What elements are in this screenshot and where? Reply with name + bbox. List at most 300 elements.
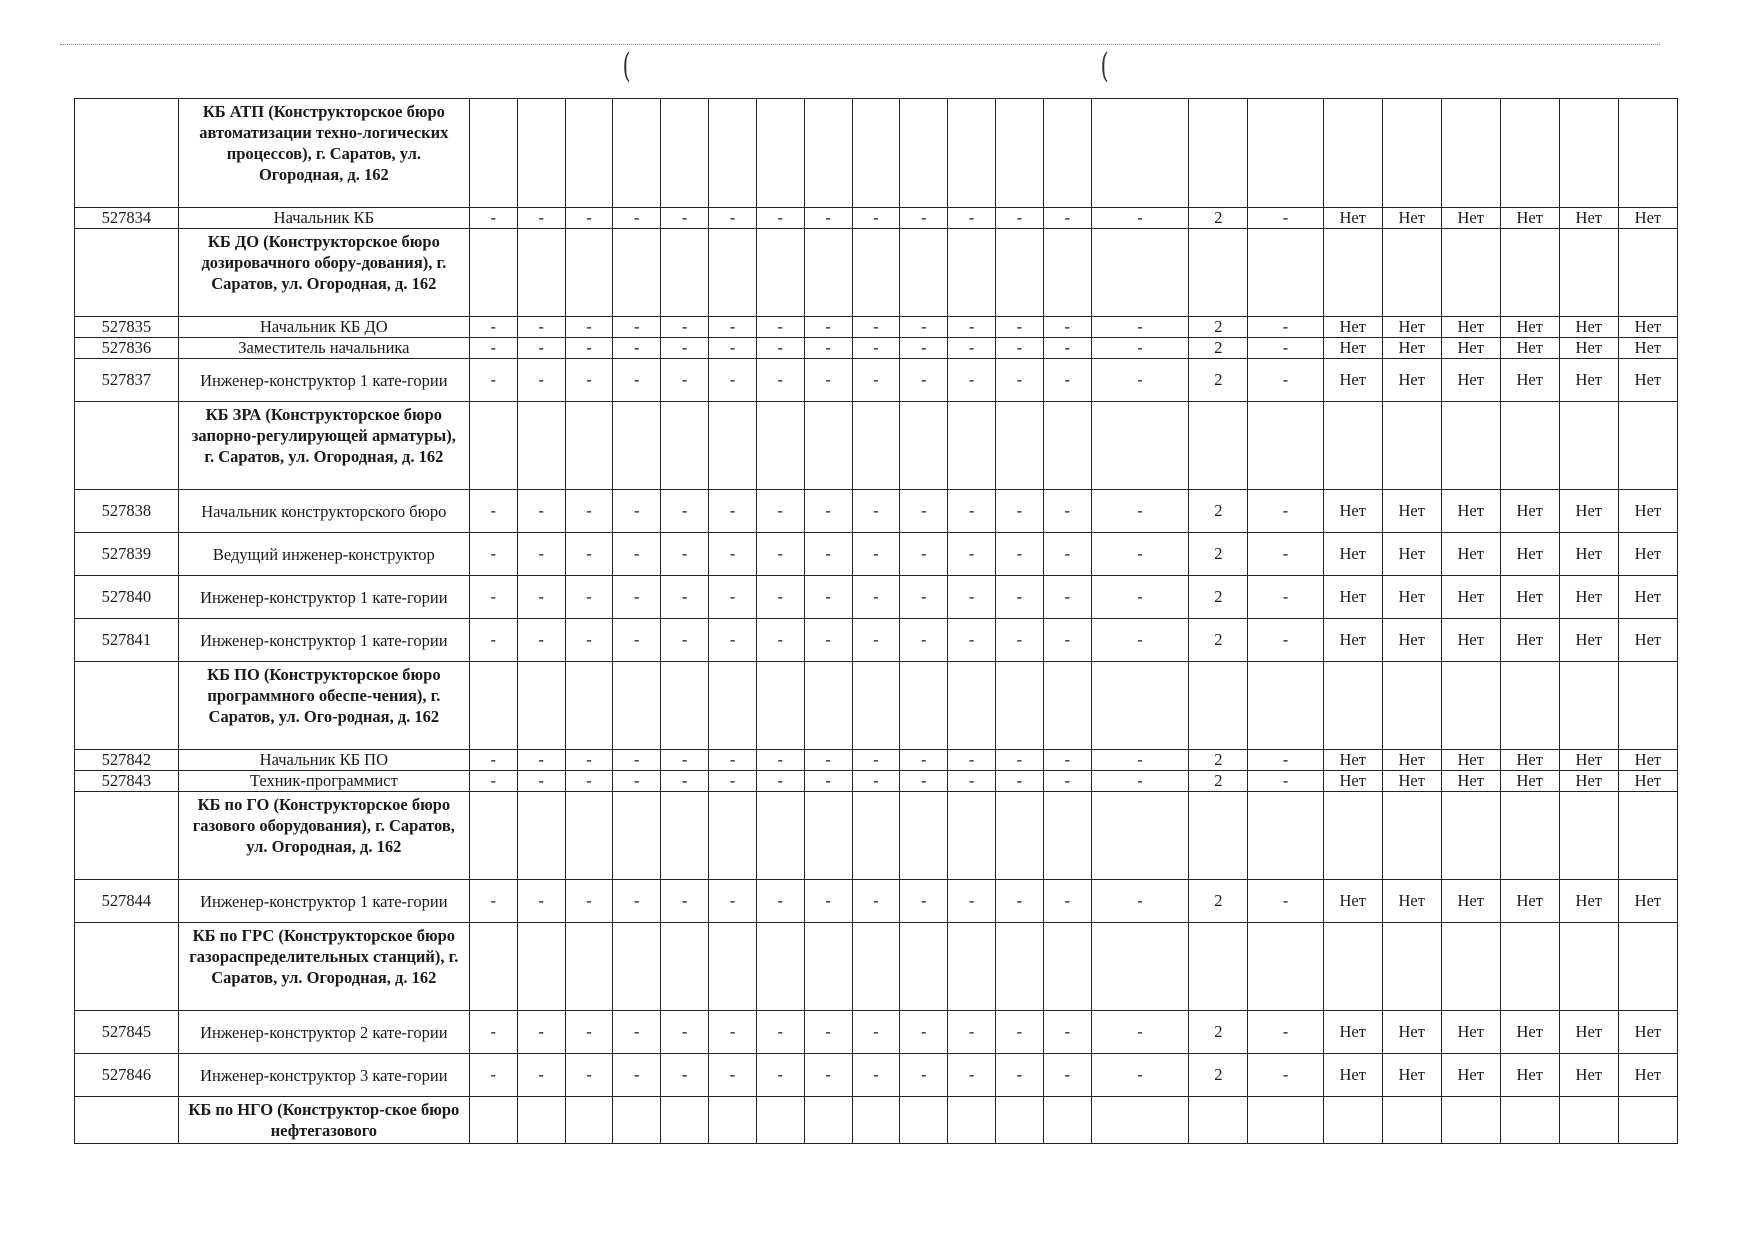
position-name: Начальник КБ [178,208,469,229]
value-cell: Нет [1500,1054,1559,1097]
value-cell: Нет [1382,750,1441,771]
value-cell: Нет [1323,750,1382,771]
empty-cell [613,1097,661,1144]
section-row [75,662,1678,750]
empty-cell [1189,229,1248,317]
empty-cell [804,792,852,880]
value-cell: Нет [1559,359,1618,402]
value-cell: - [948,880,996,923]
empty-cell [804,1097,852,1144]
empty-cell [1091,792,1189,880]
value-cell: - [756,317,804,338]
value-cell: - [709,1011,757,1054]
empty-cell [613,229,661,317]
empty-cell [1189,662,1248,750]
section-title: КБ ПО (Конструкторское бюро программного обеспе-чения), г. Саратов, ул. Ого-родная, д. 162 [178,662,469,750]
value-cell: Нет [1618,1054,1677,1097]
position-name: Начальник конструкторского бюро [178,490,469,533]
value-cell: Нет [1559,619,1618,662]
empty-cell [804,229,852,317]
value-cell: - [948,750,996,771]
value-cell: - [948,1011,996,1054]
empty-cell [1441,99,1500,208]
empty-cell [565,402,613,490]
empty-cell [1382,229,1441,317]
table-row [75,576,1678,619]
value-cell: - [900,750,948,771]
section-row [75,402,1678,490]
value-cell: - [1091,208,1189,229]
value-cell: 2 [1189,771,1248,792]
empty-cell [565,99,613,208]
table-row [75,1011,1678,1054]
value-cell: - [996,533,1044,576]
empty-cell [852,99,900,208]
value-cell: - [469,1054,517,1097]
empty-cell [756,99,804,208]
empty-cell [852,662,900,750]
workplace-code: 527842 [75,750,179,771]
value-cell: Нет [1559,1011,1618,1054]
value-cell: Нет [1500,880,1559,923]
value-cell: - [613,359,661,402]
value-cell: Нет [1323,771,1382,792]
empty-cell [709,99,757,208]
table-row [75,533,1678,576]
empty-cell [1323,923,1382,1011]
empty-cell [469,662,517,750]
value-cell: - [756,208,804,229]
value-cell: - [469,750,517,771]
empty-cell [1043,923,1091,1011]
empty-cell [1618,1097,1677,1144]
value-cell: - [565,576,613,619]
table-row [75,880,1678,923]
value-cell: - [996,359,1044,402]
value-cell: - [1091,750,1189,771]
value-cell: Нет [1559,771,1618,792]
value-cell: 2 [1189,880,1248,923]
section-row [75,792,1678,880]
value-cell: - [900,1054,948,1097]
value-cell: - [517,490,565,533]
value-cell: - [517,619,565,662]
value-cell: - [613,771,661,792]
value-cell: - [756,490,804,533]
value-cell: - [709,576,757,619]
value-cell: - [948,208,996,229]
empty-cell [948,662,996,750]
value-cell: - [469,1011,517,1054]
value-cell: Нет [1559,490,1618,533]
value-cell: Нет [1441,619,1500,662]
empty-cell [804,662,852,750]
empty-cell [1091,662,1189,750]
value-cell: - [1043,576,1091,619]
value-cell: - [469,338,517,359]
value-cell: - [1091,1054,1189,1097]
code-cell [75,662,179,750]
value-cell: - [900,1011,948,1054]
value-cell: - [996,1054,1044,1097]
empty-cell [900,792,948,880]
empty-cell [852,402,900,490]
empty-cell [1189,792,1248,880]
empty-cell [1618,662,1677,750]
position-name: Инженер-конструктор 3 кате-гории [178,1054,469,1097]
value-cell: Нет [1441,338,1500,359]
empty-cell [1323,229,1382,317]
value-cell: - [756,338,804,359]
value-cell: - [517,208,565,229]
empty-cell [709,923,757,1011]
workplace-code: 527846 [75,1054,179,1097]
value-cell: - [613,533,661,576]
value-cell: - [613,208,661,229]
value-cell: - [709,619,757,662]
empty-cell [1382,1097,1441,1144]
value-cell: - [1248,1054,1323,1097]
value-cell: - [1248,338,1323,359]
value-cell: Нет [1382,619,1441,662]
value-cell: - [613,490,661,533]
value-cell: - [1091,880,1189,923]
code-cell [75,792,179,880]
value-cell: - [852,317,900,338]
value-cell: - [1091,1011,1189,1054]
value-cell: - [804,338,852,359]
value-cell: - [852,208,900,229]
value-cell: - [948,359,996,402]
empty-cell [1323,402,1382,490]
empty-cell [1500,923,1559,1011]
empty-cell [1441,229,1500,317]
empty-cell [756,662,804,750]
value-cell: Нет [1323,533,1382,576]
value-cell: Нет [1500,771,1559,792]
empty-cell [613,662,661,750]
value-cell: - [613,880,661,923]
value-cell: - [661,1011,709,1054]
value-cell: - [804,880,852,923]
empty-cell [1043,792,1091,880]
value-cell: - [1043,317,1091,338]
empty-cell [1441,402,1500,490]
empty-cell [1043,99,1091,208]
empty-cell [517,99,565,208]
value-cell: - [1043,208,1091,229]
value-cell: - [661,576,709,619]
value-cell: Нет [1500,750,1559,771]
workplace-code: 527834 [75,208,179,229]
empty-cell [1559,662,1618,750]
empty-cell [661,229,709,317]
empty-cell [1091,229,1189,317]
value-cell: - [517,771,565,792]
workplace-code: 527843 [75,771,179,792]
value-cell: - [517,533,565,576]
empty-cell [900,923,948,1011]
value-cell: - [613,576,661,619]
value-cell: - [1248,750,1323,771]
value-cell: Нет [1500,533,1559,576]
empty-cell [1382,99,1441,208]
empty-cell [1559,402,1618,490]
value-cell: - [709,338,757,359]
value-cell: - [517,338,565,359]
value-cell: Нет [1441,1011,1500,1054]
empty-cell [565,792,613,880]
value-cell: - [661,359,709,402]
value-cell: - [900,208,948,229]
value-cell: Нет [1559,338,1618,359]
empty-cell [469,402,517,490]
value-cell: - [804,490,852,533]
value-cell: Нет [1323,490,1382,533]
value-cell: - [804,576,852,619]
value-cell: - [900,619,948,662]
empty-cell [996,402,1044,490]
value-cell: Нет [1382,533,1441,576]
value-cell: Нет [1559,317,1618,338]
value-cell: - [661,771,709,792]
workplace-code: 527840 [75,576,179,619]
position-name: Инженер-конструктор 1 кате-гории [178,880,469,923]
empty-cell [756,229,804,317]
empty-cell [756,1097,804,1144]
value-cell: - [996,490,1044,533]
empty-cell [709,792,757,880]
value-cell: - [1043,490,1091,533]
empty-cell [996,229,1044,317]
value-cell: - [517,576,565,619]
value-cell: - [1043,771,1091,792]
value-cell: - [852,619,900,662]
value-cell: Нет [1323,619,1382,662]
empty-cell [1500,1097,1559,1144]
empty-cell [469,99,517,208]
value-cell: - [996,1011,1044,1054]
value-cell: Нет [1323,338,1382,359]
value-cell: - [661,1054,709,1097]
empty-cell [1091,1097,1189,1144]
value-cell: 2 [1189,490,1248,533]
value-cell: - [900,533,948,576]
value-cell: - [469,490,517,533]
value-cell: - [1043,1054,1091,1097]
empty-cell [1248,402,1323,490]
empty-cell [900,99,948,208]
value-cell: Нет [1382,576,1441,619]
empty-cell [709,1097,757,1144]
empty-cell [469,229,517,317]
value-cell: - [996,338,1044,359]
value-cell: - [661,750,709,771]
empty-cell [1248,923,1323,1011]
value-cell: Нет [1323,1011,1382,1054]
empty-cell [1618,923,1677,1011]
empty-cell [709,402,757,490]
value-cell: 2 [1189,338,1248,359]
assessment-table-container [74,98,1678,1144]
empty-cell [517,923,565,1011]
table-body [75,99,1678,1144]
value-cell: - [1248,490,1323,533]
value-cell: - [517,1054,565,1097]
empty-cell [900,1097,948,1144]
assessment-table [74,98,1678,1144]
table-row [75,750,1678,771]
value-cell: - [804,359,852,402]
value-cell: - [804,1011,852,1054]
empty-cell [565,229,613,317]
value-cell: - [565,533,613,576]
value-cell: - [852,533,900,576]
value-cell: - [1043,750,1091,771]
empty-cell [1559,99,1618,208]
value-cell: - [1043,1011,1091,1054]
position-name: Инженер-конструктор 1 кате-гории [178,359,469,402]
value-cell: - [852,338,900,359]
empty-cell [1323,99,1382,208]
section-title: КБ по НГО (Конструктор-ское бюро нефтегазового [178,1097,469,1144]
value-cell: Нет [1323,208,1382,229]
empty-cell [517,402,565,490]
value-cell: - [517,317,565,338]
value-cell: - [756,1054,804,1097]
empty-cell [948,923,996,1011]
value-cell: - [948,619,996,662]
value-cell: - [1248,208,1323,229]
value-cell: - [1043,619,1091,662]
empty-cell [1559,923,1618,1011]
value-cell: - [1043,359,1091,402]
value-cell: - [1091,771,1189,792]
value-cell: Нет [1559,1054,1618,1097]
value-cell: 2 [1189,1054,1248,1097]
empty-cell [613,792,661,880]
table-row [75,771,1678,792]
value-cell: - [804,317,852,338]
value-cell: Нет [1559,576,1618,619]
position-name: Заместитель начальника [178,338,469,359]
value-cell: - [613,1054,661,1097]
value-cell: - [565,619,613,662]
empty-cell [852,1097,900,1144]
value-cell: Нет [1559,208,1618,229]
value-cell: - [661,533,709,576]
empty-cell [1091,923,1189,1011]
value-cell: - [996,880,1044,923]
value-cell: Нет [1382,880,1441,923]
section-row [75,229,1678,317]
value-cell: Нет [1441,771,1500,792]
value-cell: - [756,880,804,923]
empty-cell [517,1097,565,1144]
value-cell: Нет [1441,576,1500,619]
value-cell: - [948,533,996,576]
value-cell: - [469,208,517,229]
value-cell: 2 [1189,359,1248,402]
value-cell: - [1248,359,1323,402]
empty-cell [1441,923,1500,1011]
value-cell: - [1248,880,1323,923]
value-cell: - [1091,576,1189,619]
value-cell: - [1248,317,1323,338]
value-cell: Нет [1559,880,1618,923]
value-cell: Нет [1441,1054,1500,1097]
value-cell: - [852,1054,900,1097]
value-cell: - [852,490,900,533]
code-cell [75,229,179,317]
value-cell: Нет [1618,533,1677,576]
empty-cell [804,402,852,490]
empty-cell [996,662,1044,750]
value-cell: Нет [1618,359,1677,402]
value-cell: Нет [1618,576,1677,619]
value-cell: - [565,208,613,229]
value-cell: Нет [1500,317,1559,338]
value-cell: - [1248,576,1323,619]
value-cell: - [1091,533,1189,576]
value-cell: Нет [1323,1054,1382,1097]
value-cell: - [709,750,757,771]
empty-cell [948,229,996,317]
empty-cell [661,662,709,750]
workplace-code: 527836 [75,338,179,359]
value-cell: Нет [1618,880,1677,923]
value-cell: - [709,317,757,338]
empty-cell [709,662,757,750]
empty-cell [1248,792,1323,880]
empty-cell [469,1097,517,1144]
value-cell: Нет [1618,490,1677,533]
empty-cell [613,923,661,1011]
value-cell: - [756,533,804,576]
value-cell: - [852,576,900,619]
value-cell: Нет [1500,359,1559,402]
table-row [75,317,1678,338]
value-cell: Нет [1382,317,1441,338]
empty-cell [996,1097,1044,1144]
value-cell: - [900,338,948,359]
value-cell: 2 [1189,576,1248,619]
empty-cell [1618,402,1677,490]
value-cell: - [469,533,517,576]
value-cell: - [948,771,996,792]
value-cell: - [852,359,900,402]
empty-cell [1500,99,1559,208]
empty-cell [1189,99,1248,208]
section-title: КБ ЗРА (Конструкторское бюро запорно-регулирующей арматуры), г. Саратов, ул. Огородная, д. 162 [178,402,469,490]
empty-cell [661,1097,709,1144]
value-cell: - [661,338,709,359]
value-cell: - [996,619,1044,662]
table-row [75,208,1678,229]
empty-cell [1618,99,1677,208]
value-cell: - [900,771,948,792]
value-cell: Нет [1441,880,1500,923]
value-cell: Нет [1382,338,1441,359]
value-cell: - [1091,338,1189,359]
section-title: КБ ДО (Конструкторское бюро дозировачного обору-дования), г. Саратов, ул. Огородная, д. 162 [178,229,469,317]
empty-cell [709,229,757,317]
empty-cell [1559,229,1618,317]
value-cell: - [900,576,948,619]
value-cell: Нет [1382,490,1441,533]
value-cell: - [565,490,613,533]
value-cell: - [661,619,709,662]
